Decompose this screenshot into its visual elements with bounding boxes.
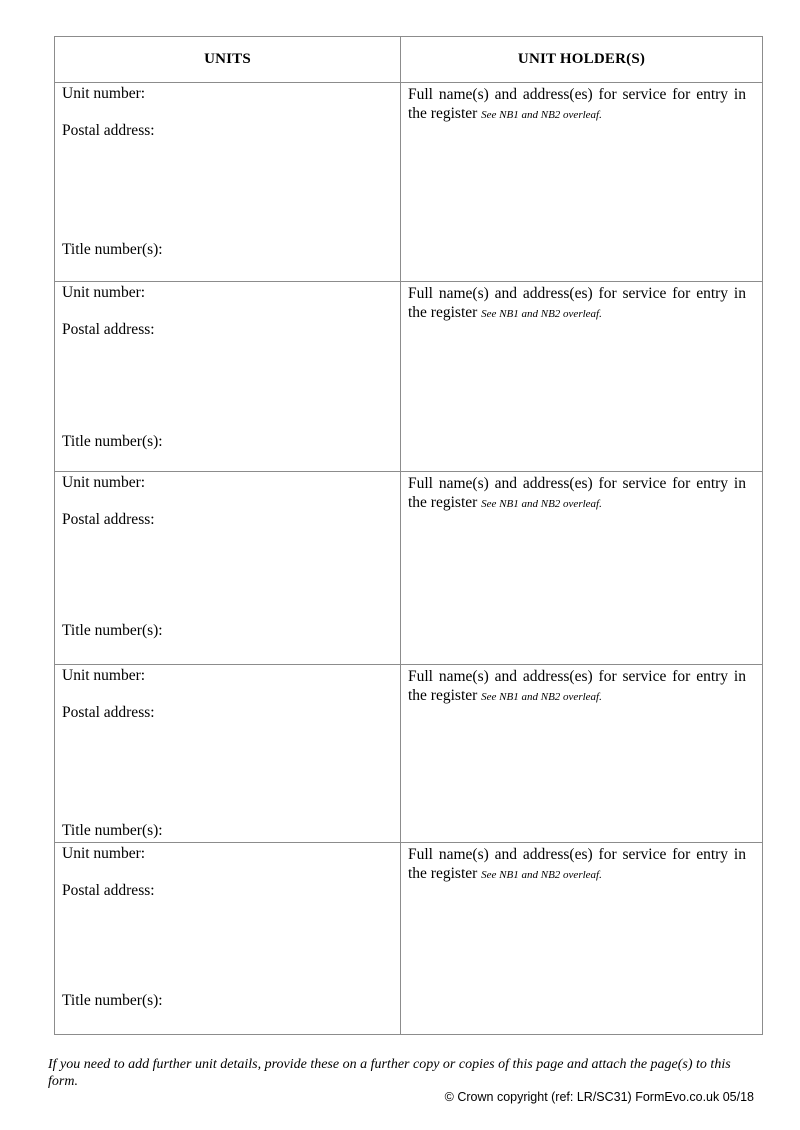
unit-details-cell[interactable] xyxy=(55,843,401,1035)
table-row xyxy=(55,472,763,665)
holder-instruction-text: Full name(s) and address(es) for service for entry in the register xyxy=(408,668,746,704)
holder-note: See NB1 and NB2 overleaf. xyxy=(481,109,602,121)
postal-address-label: Postal address: xyxy=(62,882,155,899)
postal-address-label: Postal address: xyxy=(62,511,155,528)
unit-details-cell[interactable] xyxy=(55,282,401,472)
postal-address-label: Postal address: xyxy=(62,122,155,139)
holder-instruction-text: Full name(s) and address(es) for service for entry in the register xyxy=(408,475,746,511)
units-table xyxy=(54,36,763,1035)
unit-details-cell[interactable] xyxy=(55,472,401,665)
holder-instruction-text: Full name(s) and address(es) for service for entry in the register xyxy=(408,846,746,882)
holder-note: See NB1 and NB2 overleaf. xyxy=(481,308,602,320)
unit-holder-cell[interactable] xyxy=(401,843,763,1035)
unit-details-cell[interactable] xyxy=(55,665,401,843)
title-number-label: Title number(s): xyxy=(62,992,163,1009)
table-row xyxy=(55,282,763,472)
table-row xyxy=(55,83,763,282)
holder-note: See NB1 and NB2 overleaf. xyxy=(481,691,602,703)
unit-holder-cell[interactable] xyxy=(401,282,763,472)
copyright-notice: © Crown copyright (ref: LR/SC31) FormEvo.co.uk 05/18 xyxy=(444,1090,754,1104)
postal-address-label: Postal address: xyxy=(62,704,155,721)
title-number-label: Title number(s): xyxy=(62,433,163,450)
table-row xyxy=(55,665,763,843)
holder-note: See NB1 and NB2 overleaf. xyxy=(481,498,602,510)
unit-number-label: Unit number: xyxy=(62,667,146,684)
unit-number-label: Unit number: xyxy=(62,85,146,102)
unit-holder-cell[interactable] xyxy=(401,665,763,843)
unit-holders-column-header: UNIT HOLDER(S) xyxy=(401,37,763,83)
holder-note: See NB1 and NB2 overleaf. xyxy=(481,869,602,881)
title-number-label: Title number(s): xyxy=(62,622,163,639)
holder-instruction-text: Full name(s) and address(es) for service for entry in the register xyxy=(408,86,746,122)
unit-number-label: Unit number: xyxy=(62,474,146,491)
title-number-label: Title number(s): xyxy=(62,822,163,839)
unit-holder-cell[interactable] xyxy=(401,472,763,665)
unit-number-label: Unit number: xyxy=(62,284,146,301)
footnote: If you need to add further unit details, provide these on a further copy or copies of this page and attach the page(s) to this form. xyxy=(48,1057,731,1089)
table-header-row xyxy=(55,37,763,83)
unit-number-label: Unit number: xyxy=(62,845,146,862)
units-column-header: UNITS xyxy=(55,37,401,83)
holder-instruction-text: Full name(s) and address(es) for service for entry in the register xyxy=(408,285,746,321)
table-row xyxy=(55,843,763,1035)
unit-details-cell[interactable] xyxy=(55,83,401,282)
unit-holder-cell[interactable] xyxy=(401,83,763,282)
title-number-label: Title number(s): xyxy=(62,241,163,258)
postal-address-label: Postal address: xyxy=(62,321,155,338)
